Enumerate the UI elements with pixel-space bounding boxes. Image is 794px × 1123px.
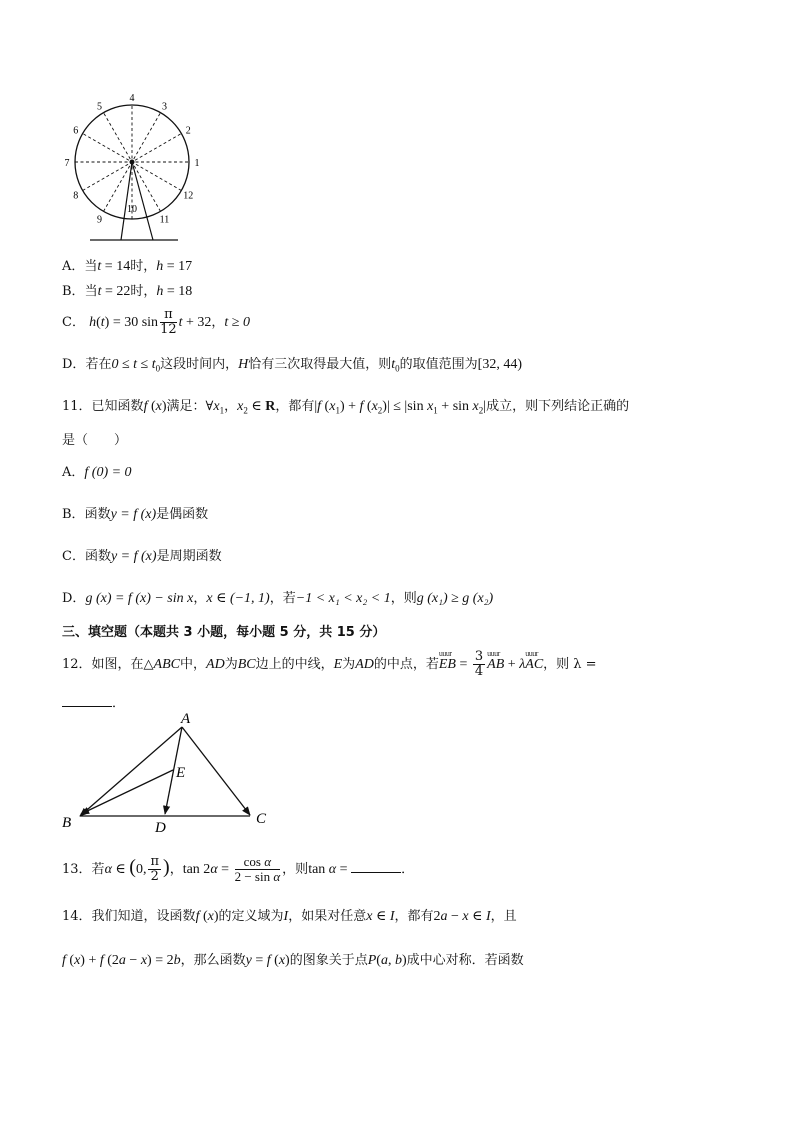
q14-line1: 14．我们知道，设函数f (x)的定义域为I，如果对任意x ∈ I，都有2a − x ∈ I，且 xyxy=(62,909,517,924)
wheel-position-label: 6 xyxy=(73,125,79,137)
q11-stem-line2: 是（ ） xyxy=(62,433,128,448)
wheel-position-label: 12 xyxy=(183,190,194,202)
q11-option-a: A．f (0) = 0 xyxy=(62,465,132,480)
q11-option-b: B．函数y = f (x)是偶函数 xyxy=(62,507,209,522)
q14-line2: f (x) + f (2a − x) = 2b，那么函数y = f (x)的图象关于点P(a, b)成中心对称．若函数 xyxy=(62,953,524,968)
ferris-wheel-figure xyxy=(62,90,202,250)
support-leg-right xyxy=(132,162,153,240)
section-3-title: 三、填空题（本题共 3 小题，每小题 5 分，共 15 分） xyxy=(62,625,386,640)
support-leg-left xyxy=(121,162,132,240)
wheel-position-label: 3 xyxy=(162,101,167,113)
pi-over-12-fraction: $\frac{\pi}{12}$ xyxy=(160,307,177,337)
three-quarters-fraction: $\frac{3}{4}$ xyxy=(474,649,484,679)
label-a: A xyxy=(181,711,191,727)
wheel-position-label: 10 xyxy=(127,204,137,215)
wheel-position-label: 4 xyxy=(129,93,135,104)
label-d: D xyxy=(155,820,166,835)
label-e: E xyxy=(176,765,186,781)
answer-blank-13[interactable] xyxy=(351,860,401,873)
wheel-position-label: 2 xyxy=(185,125,191,137)
wheel-diagram xyxy=(65,93,200,240)
wheel-position-label: 7 xyxy=(64,158,70,169)
q11-stem: 11．已知函数f (x)满足：$\forall x_1$，$x_2$ ∈ R，都有|f $(x_1) + f$ $(x_2)| \le |\sin$ $x_1 + \sin x_2|$成立，则下列结论正确的 xyxy=(62,399,630,416)
wheel-position-label: 9 xyxy=(97,214,102,226)
q13-stem: 13．若α ∈ (0, $\frac{\pi}{2}$ )，tan 2α = $\frac{\text{cos α}}{\text{2 − sin α}}$ ，则tan α = ． xyxy=(62,854,415,884)
q11-option-d: D．g (x) = f (x) − sin x，x ∈ (−1, 1)，若−1 < x₁ < x₂ < 1，则g (x₁) ≥ g (x₂) xyxy=(62,591,494,606)
q12-stem: 12．如图，在△ABC中，AD为BC边上的中线，E为AD的中点，若uuur EB = $\frac{3}{4}$ uuur AB + λuuur AC，则 λ = xyxy=(62,648,597,682)
answer-blank[interactable] xyxy=(62,694,112,707)
segment-eb xyxy=(81,770,173,814)
q10-option-b: B．当t = 22时，h = 18 xyxy=(62,284,193,299)
label-b: B xyxy=(62,815,72,831)
q10-option-c: C． h(t) = 30 sin $\frac{\pi}{12}$ t + 32，t ≥ 0 xyxy=(62,307,250,337)
wheel-position-label: 1 xyxy=(194,158,200,169)
segment-ac xyxy=(182,727,250,815)
q12-answer-blank: ． xyxy=(62,694,125,713)
triangle-figure xyxy=(60,710,280,835)
pi-over-2-fraction: $\frac{\pi}{2}$ xyxy=(150,854,160,884)
q11-option-c: C．函数y = f (x)是周期函数 xyxy=(62,549,222,564)
q10-option-a: A．当t = 14时，h = 17 xyxy=(62,259,193,274)
wheel-position-label: 8 xyxy=(73,190,79,202)
wheel-position-label: 11 xyxy=(159,214,170,226)
q10-option-d: D．若在$0 \le t \le t_0$这段时间内，H恰有三次取得最大值，则$t_0$的取值范围为[32, 44) xyxy=(62,357,522,374)
wheel-position-label: 5 xyxy=(97,101,102,113)
cos-over-2-minus-sin-fraction: $\frac{\text{cos α}}{\text{2 − sin α}}$ xyxy=(234,854,281,884)
label-c: C xyxy=(256,811,267,827)
